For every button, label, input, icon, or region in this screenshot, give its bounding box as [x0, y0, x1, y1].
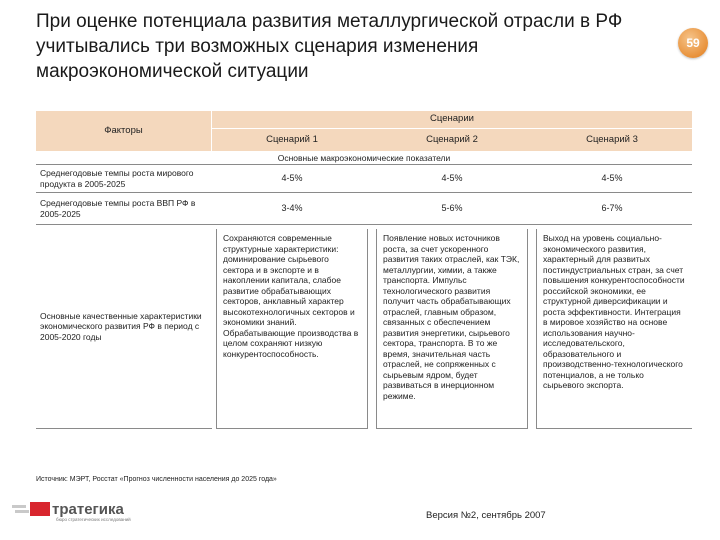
page-number-badge: 59	[678, 28, 708, 58]
scenario-3-header: Сценарий 3	[532, 129, 692, 151]
scenarios-table	[36, 111, 692, 429]
table-cell: 4-5%	[532, 165, 692, 193]
section-label: Основные макроэкономические показатели	[36, 151, 692, 165]
table-cell: Сохраняются современные структурные характеристики: доминирование сырьевого сектора и в экспорте и в накоплении капитала, слабое развитие обрабатывающих секторов, анклавный характер высокотехнологичных секторов и экономики знаний. Обрабатывающие производства в целом сохраняют низкую конкурентоспособность.	[216, 229, 368, 429]
factor-qualitative: Основные качественные характеристики экономического развития РФ в период с 2005-2020 годы	[36, 225, 212, 429]
factors-header: Факторы	[36, 111, 212, 151]
svg-text:бюро стратегических исследован: бюро стратегических исследований	[56, 517, 131, 522]
table-cell: 5-6%	[372, 193, 532, 225]
table-cell: 4-5%	[372, 165, 532, 193]
strategika-logo	[12, 496, 162, 522]
table-cell: 6-7%	[532, 193, 692, 225]
table-cell: Появление новых источников роста, за счет ускоренного развития таких отраслей, как ТЭК, металлургии, химии, а также транспорта. Импульс технологического развития получит часть обрабатывающих отраслей, главным образом, связанных с обеспечением развития энергетики, сырьевого сектора, транспорта. В то же время, значительная часть отраслей, не сопряженных с сырьевым ядром, будет развиваться в инерционном режиме.	[376, 229, 528, 429]
scenarios-header: Сценарии	[212, 111, 692, 129]
source-note: Источник: МЭРТ, Росстат «Прогноз численности населения до 2025 года»	[36, 476, 277, 483]
slide-title: При оценке потенциала развития металлургической отрасли в РФ учитывались три возможных сценария изменения макроэкономической ситуации	[36, 11, 623, 82]
logo-mark-icon	[30, 502, 50, 516]
table-cell: Выход на уровень социально-экономического развития, характерный для развитых постиндустриальных стран, за счет повышения конкурентоспособности российской экономики, ее структурной диверсификации и роста эффективности. Интеграция в мировое хозяйство на основе использования научно-исследовательского, образовательного и производственно-технологического потенциалов, а не только сырьевого экспорта.	[536, 229, 692, 429]
table-cell: 3-4%	[212, 193, 372, 225]
factor-world-growth: Среднегодовые темпы роста мирового продукта в 2005-2025	[36, 165, 212, 193]
scenario-1-header: Сценарий 1	[212, 129, 372, 151]
svg-text:тратегика: тратегика	[52, 501, 124, 518]
factor-gdp-growth: Среднегодовые темпы роста ВВП РФ в 2005-2025	[36, 193, 212, 225]
scenario-2-header: Сценарий 2	[372, 129, 532, 151]
table-cell: 4-5%	[212, 165, 372, 193]
version-label: Версия №2, сентябрь 2007	[426, 510, 546, 521]
